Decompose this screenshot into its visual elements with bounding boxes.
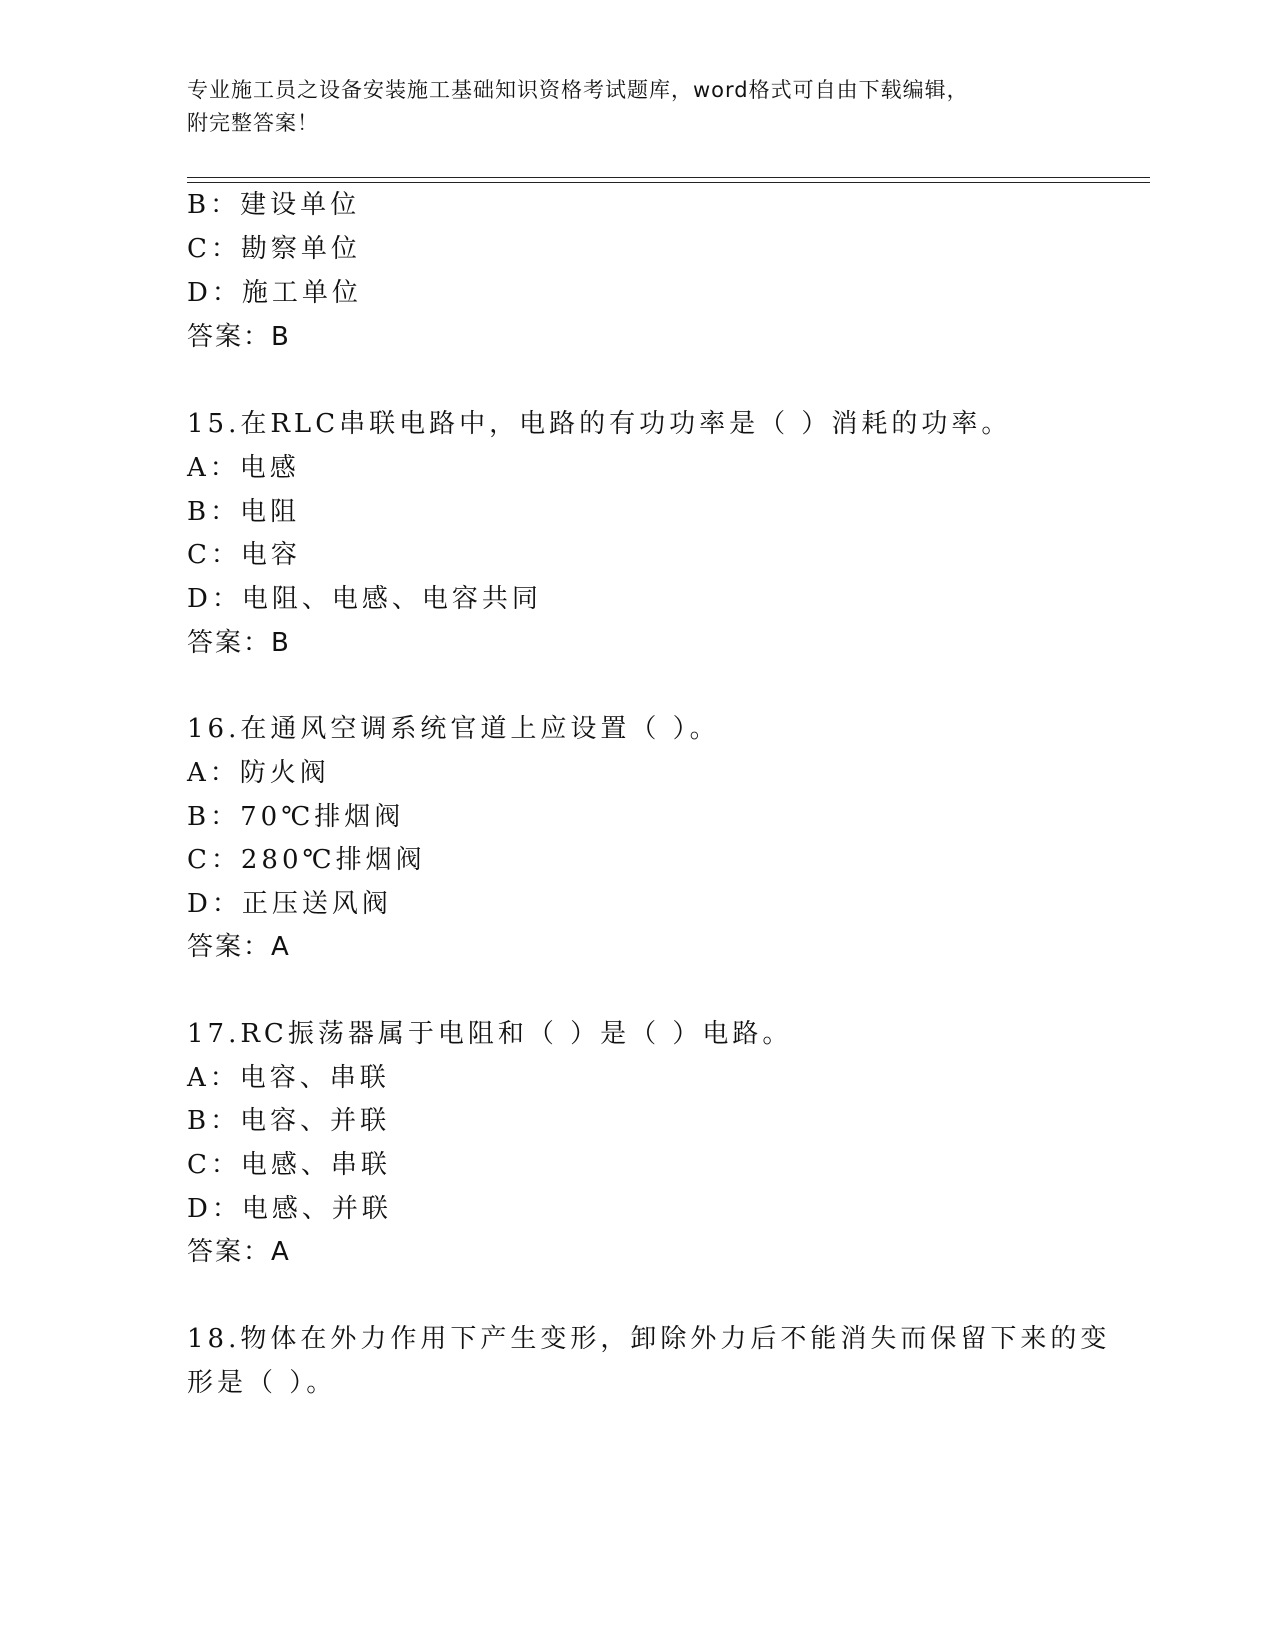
q15-option-c: C：电容 [187,540,301,570]
q17-stem: 17.RC振荡器属于电阻和（ ）是（ ）电路。 [187,1019,793,1049]
q16-option-d: D：正压送风阀 [187,889,392,919]
q16-answer: 答案：A [187,932,291,962]
q17-option-c: C：电感、串联 [187,1150,391,1180]
q16-option-a: A：防火阀 [187,758,330,788]
q18-stem-line-1: 18.物体在外力作用下产生变形，卸除外力后不能消失而保留下来的变 [187,1324,1111,1354]
q14-option-c: C：勘察单位 [187,234,361,264]
q15-option-b: B：电阻 [187,497,301,527]
q15-stem: 15.在RLC串联电路中，电路的有功功率是（ ）消耗的功率。 [187,409,1012,439]
q14-option-d: D：施工单位 [187,278,362,308]
header-line-1: 专业施工员之设备安装施工基础知识资格考试题库，word格式可自由下载编辑， [187,78,969,102]
q14-option-b: B：建设单位 [187,190,361,220]
q17-answer: 答案：A [187,1237,291,1267]
q17-option-b: B：电容、并联 [187,1106,391,1136]
q16-stem: 16.在通风空调系统官道上应设置（ ）。 [187,714,720,744]
q17-option-a: A：电容、串联 [187,1063,390,1093]
q15-answer: 答案：B [187,628,291,658]
q17-option-d: D：电感、并联 [187,1194,392,1224]
q18-stem-line-2: 形是（ ）。 [187,1368,337,1398]
q16-option-b: B：70℃排烟阀 [187,802,405,832]
document-header [187,74,1067,140]
header-line-2: 附完整答案！ [187,111,319,135]
q16-option-c: C：280℃排烟阀 [187,845,426,875]
header-divider-top [187,177,1150,178]
q15-option-d: D：电阻、电感、电容共同 [187,584,542,614]
q15-option-a: A：电感 [187,453,300,483]
header-divider-bottom [187,182,1150,183]
q14-answer: 答案：B [187,322,291,352]
